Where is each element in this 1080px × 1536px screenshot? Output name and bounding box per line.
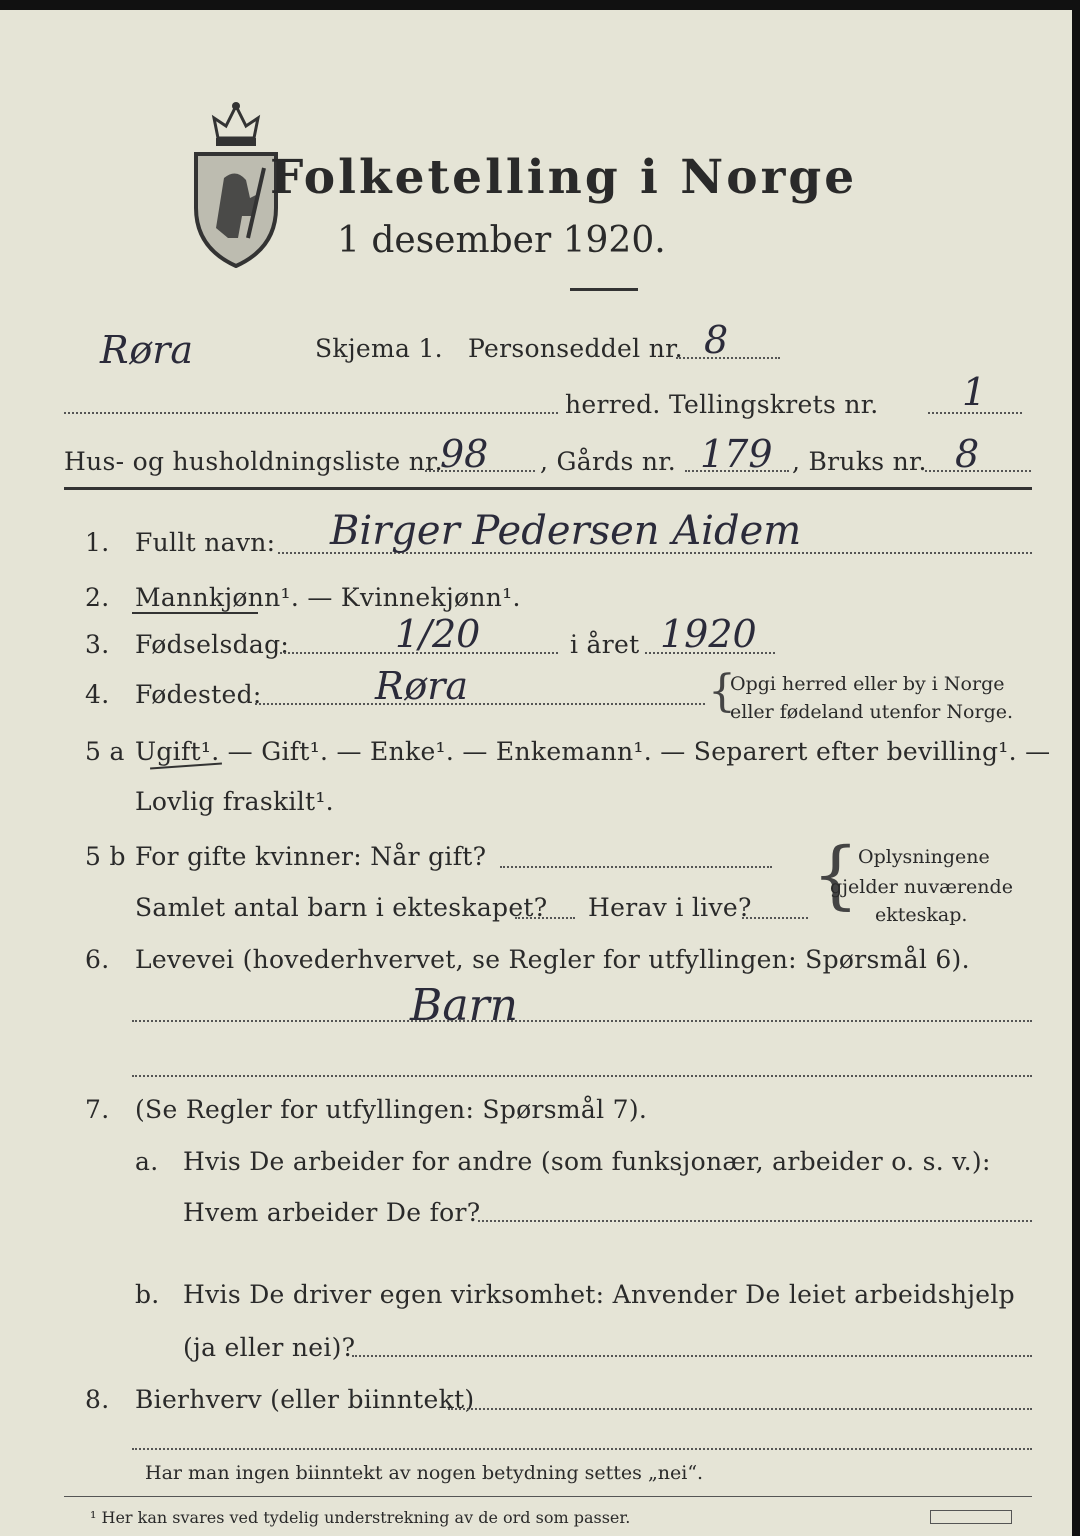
q8-number: 8.	[85, 1385, 110, 1414]
q6-line-1	[132, 1020, 1032, 1022]
personseddel-label: Personseddel nr.	[468, 334, 683, 363]
q4-label: Fødested:	[135, 680, 262, 709]
footer-divider	[64, 1496, 1032, 1497]
personseddel-value: 8	[704, 318, 729, 362]
q7b-number: b.	[135, 1280, 160, 1309]
q8-line-2	[132, 1448, 1032, 1450]
q6-value: Barn	[410, 980, 518, 1031]
q2-label: Mannkjønn¹. — Kvinnekjønn¹.	[135, 583, 521, 612]
q3-label: Fødselsdag:	[135, 630, 290, 659]
herred-line	[64, 412, 558, 414]
tellingskrets-value: 1	[962, 370, 987, 414]
footnote: ¹ Her kan svares ved tydelig understrekning av de ord som passer.	[90, 1508, 631, 1527]
q1-label: Fullt navn:	[135, 528, 276, 557]
page-subtitle: 1 desember 1920.	[337, 220, 666, 261]
q5a-line-2: Lovlig fraskilt¹.	[135, 787, 334, 816]
hus-value: 98	[440, 432, 489, 476]
q8-label: Bierhverv (eller biinntekt)	[135, 1385, 475, 1414]
q6-label: Levevei (hovederhvervet, se Regler for utfyllingen: Spørsmål 6).	[135, 945, 970, 974]
q5b-note-2: gjelder nuværende	[830, 876, 1013, 898]
q7a-line-2: Hvem arbeider De for?	[183, 1198, 481, 1227]
q4-value: Røra	[375, 664, 469, 708]
q4-brace: {	[708, 666, 736, 717]
q2-number: 2.	[85, 583, 110, 612]
q7-label: (Se Regler for utfyllingen: Spørsmål 7).	[135, 1095, 648, 1124]
q5b-barn-line	[515, 917, 575, 919]
q3-value: 1/20	[395, 612, 481, 656]
q6-line-2	[132, 1075, 1032, 1077]
printer-stamp	[930, 1510, 1012, 1524]
q3-year-label: i året	[570, 630, 640, 659]
q7b-line-2: (ja eller nei)?	[183, 1333, 356, 1362]
q5b-gift-line	[500, 866, 772, 868]
hus-label: Hus- og husholdningsliste nr.	[64, 447, 443, 476]
footer-note: Har man ingen biinntekt av nogen betydning settes „nei“.	[145, 1462, 704, 1484]
bruks-label: , Bruks nr.	[792, 447, 927, 476]
q7b-line	[352, 1355, 1032, 1357]
q5a-number: 5 a	[85, 737, 125, 766]
q5b-line-2a: Samlet antal barn i ekteskapet?	[135, 893, 548, 922]
q6-number: 6.	[85, 945, 110, 974]
q3-year-value: 1920	[660, 612, 757, 656]
q7-number: 7.	[85, 1095, 110, 1124]
scan-border-right	[1072, 0, 1080, 1536]
q4-number: 4.	[85, 680, 110, 709]
q1-value: Birger Pedersen Aidem	[330, 508, 802, 554]
q4-note-2: eller fødeland utenfor Norge.	[730, 701, 1014, 723]
q5b-number: 5 b	[85, 842, 126, 871]
scan-border-top	[0, 0, 1080, 10]
q5b-note-3: ekteskap.	[875, 904, 968, 926]
q5a-line-1: Ugift¹. — Gift¹. — Enke¹. — Enkemann¹. — Separert efter bevilling¹. —	[135, 737, 1051, 766]
q4-line	[255, 703, 705, 705]
q8-line	[448, 1408, 1032, 1410]
bruks-value: 8	[955, 432, 980, 476]
herred-label: herred.	[565, 390, 661, 419]
q5b-line-2b: Herav i live?	[588, 893, 752, 922]
herred-value: Røra	[100, 328, 194, 372]
title-divider	[570, 288, 638, 291]
q7a-number: a.	[135, 1147, 159, 1176]
q5b-note-1: Oplysningene	[858, 846, 990, 868]
q2-underline	[132, 612, 258, 614]
q4-note-1: Opgi herred eller by i Norge	[730, 673, 1005, 695]
gards-value: 179	[700, 432, 773, 476]
q5b-line-1: For gifte kvinner: Når gift?	[135, 842, 487, 871]
q7a-line	[478, 1220, 1032, 1222]
header-divider	[64, 487, 1032, 490]
q5b-live-line	[742, 917, 808, 919]
q1-number: 1.	[85, 528, 110, 557]
q7b-line-1: Hvis De driver egen virksomhet: Anvender De leiet arbeidshjelp	[183, 1280, 1015, 1309]
tellingskrets-label: Tellingskrets nr.	[669, 390, 879, 419]
q3-number: 3.	[85, 630, 110, 659]
q5b-brace: {	[812, 832, 860, 918]
page-title: Folketelling i Norge	[270, 150, 858, 205]
gards-label: , Gårds nr.	[540, 447, 677, 476]
skjema-label: Skjema 1.	[315, 334, 443, 363]
q7a-line-1: Hvis De arbeider for andre (som funksjonær, arbeider o. s. v.):	[183, 1147, 991, 1176]
